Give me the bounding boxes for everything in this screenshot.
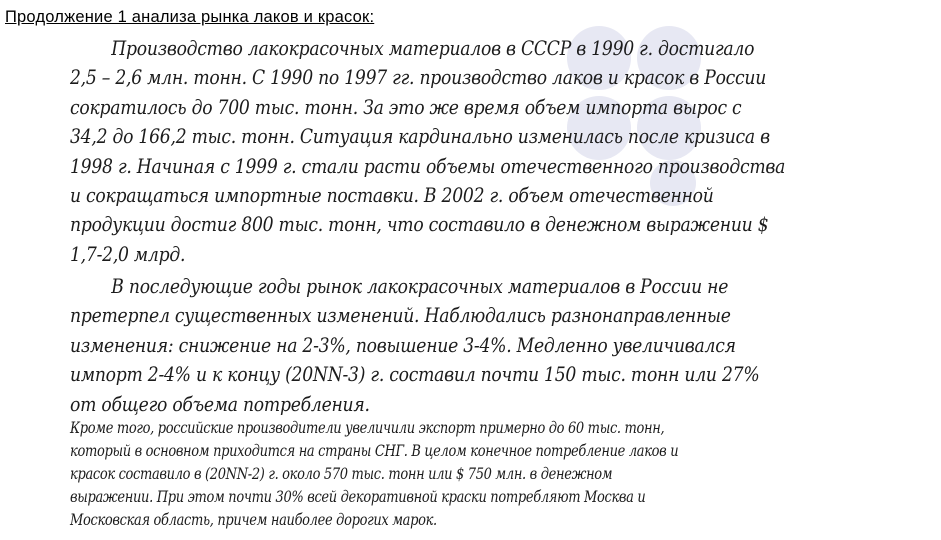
text-line: который в основном приходится на страны СНГ. В целом конечное потребление лаков и — [70, 442, 679, 460]
paragraph-production-history — [70, 34, 902, 269]
text-line: импорт 2-4% и к концу (20NN-3) г. составил почти 150 тыс. тонн или 27% — [70, 362, 760, 387]
text-line: от общего объема потребления. — [70, 391, 370, 416]
text-line: 1998 г. Начиная с 1999 г. стали расти объемы отечественного производства — [70, 153, 786, 178]
text-line: сократилось до 700 тыс. тонн. За это же время объем импорта вырос с — [70, 94, 742, 119]
text-line: Московская область, причем наиболее дорогих марок. — [70, 511, 437, 529]
text-line: 34,2 до 166,2 тыс. тонн. Ситуация кардинально изменилась после кризиса в — [70, 124, 770, 149]
scanned-text-image — [60, 30, 786, 540]
slide-title: Продолжение 1 анализа рынка лаков и красок: — [5, 8, 375, 26]
text-line: красок составило в (20NN-2) г. около 570 тыс. тонн или $ 750 млн. в денежном — [70, 465, 613, 483]
paragraph-export-consumption — [70, 417, 794, 532]
text-line: В последующие годы рынок лакокрасочных материалов в России не — [111, 274, 729, 298]
text-line: 1,7-2,0 млрд. — [70, 241, 186, 266]
text-line: изменения: снижение на 2-3%, повышение 3-4%. Медленно увеличивался — [70, 332, 736, 357]
text-line: 2,5 – 2,6 млн. тонн. С 1990 по 1997 гг. производство лаков и красок в России — [70, 65, 767, 90]
text-line: Кроме того, российские производители увеличили экспорт примерно до 60 тыс. тонн, — [70, 419, 665, 437]
paragraph-market-changes — [70, 272, 872, 419]
text-line: претерпел существенных изменений. Наблюдались разнонаправленные — [70, 303, 731, 328]
text-line: и сокращаться импортные поставки. В 2002 г. объем отечественной — [70, 183, 714, 208]
text-line: Производство лакокрасочных материалов в СССР в 1990 г. достигало — [111, 36, 755, 60]
text-line: выражении. При этом почти 30% всей декоративной краски потребляют Москва и — [70, 488, 646, 506]
text-line: продукции достиг 800 тыс. тонн, что составило в денежном выражении $ — [70, 212, 769, 237]
